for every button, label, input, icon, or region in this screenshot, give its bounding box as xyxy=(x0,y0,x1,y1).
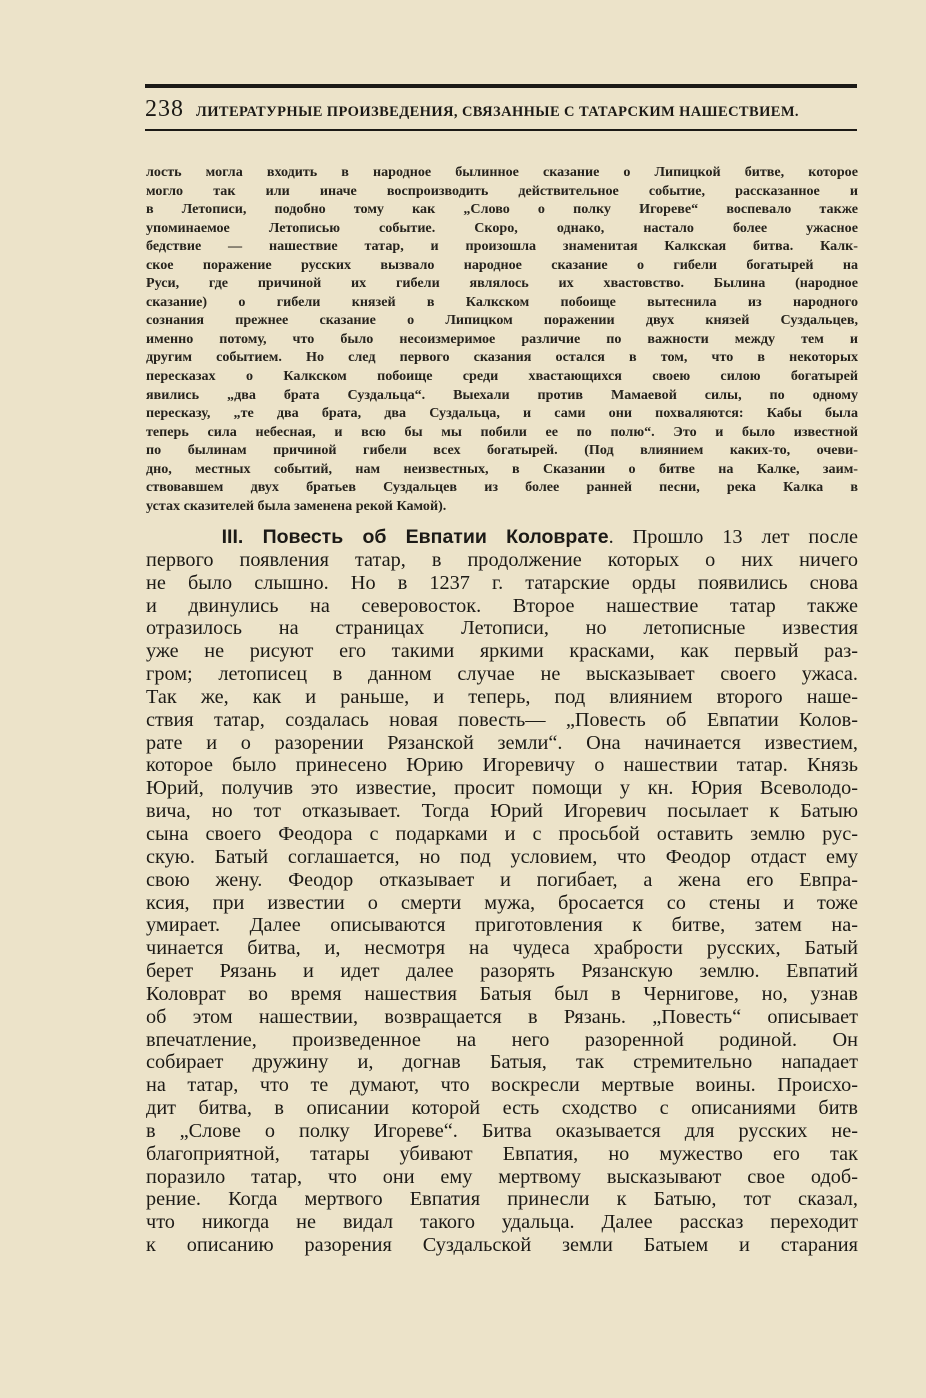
text-line: лость могла входить в народное былинное сказание о Липицкой битве, которое xyxy=(146,164,858,180)
text-line: пересказах о Калкском побоище среди хвастающихся своею силою богатырей xyxy=(146,368,858,385)
text-line: ствия татар, создалась новая повесть— „Повесть об Евпатии Колов- xyxy=(146,708,858,731)
text-line: и двинулись на северовосток. Второе нашествие татар также xyxy=(146,594,858,617)
text-line: уже не рисуют его такими яркими красками, как первый раз- xyxy=(146,640,858,663)
text-line: которое было принесено Юрию Игоревичу о нашествии татар. Князь xyxy=(146,754,858,777)
text-line: свою жену. Феодор отказывает и погибает, а жена его Евпра- xyxy=(146,868,858,891)
text-line: умирает. Далее описываются приготовления к битве, затем на- xyxy=(146,914,858,937)
text-line: рение. Когда мертвого Евпатия принесли к Батыю, тот сказал, xyxy=(146,1188,858,1211)
text-line: сказание) о гибели князей в Калкском побоище вытеснила из народного xyxy=(146,293,858,310)
text-line: другим событием. Но след первого сказания остался в том, что в некоторых xyxy=(146,349,858,366)
header-rule-bottom xyxy=(145,129,857,131)
page-number: 238 xyxy=(145,96,184,122)
text-line: отразилось на страницах Летописи, но летописные известия xyxy=(146,617,858,640)
text-line: упоминаемое Летописью событие. Скоро, однако, настало более ужасное xyxy=(146,219,858,236)
text-line: первого появления татар, в продолжение которых о них ничего xyxy=(146,548,858,571)
text-line: в „Слове о полку Игореве“. Битва оказывается для русских не- xyxy=(146,1119,858,1142)
text-line: об этом нашествии, возвращается в Рязань. „Повесть“ описывает xyxy=(146,1005,858,1028)
text-line: впечатление, произведенное на него разоренной родиной. Он xyxy=(146,1028,858,1051)
text-line: собирает дружину и, догнав Батыя, так стремительно нападает xyxy=(146,1051,858,1074)
text-line: сына своего Феодора с подарками и с просьбой оставить землю рус- xyxy=(146,822,858,845)
text-line: Руси, где причиной их гибели являлось их хвастовство. Былина (народное xyxy=(146,275,858,292)
text-line: что никогда не видал такого удальца. Далее рассказ переходит xyxy=(146,1211,858,1234)
text-line: ствовавшем двух братьев Суздальцев из более ранней песни, река Калка в xyxy=(146,479,858,496)
text-line: Коловрат во время нашествия Батыя был в Чернигове, но, узнав xyxy=(146,982,858,1005)
text-line: устах сказителей была заменена рекой Камой). xyxy=(146,497,447,514)
text-line: пересказу, „те два брата, два Суздальца, и сами они похваляются: Кабы была xyxy=(146,405,858,422)
text-line: дно, местных событий, нам неизвестных, в Сказании о битве на Калке, заим- xyxy=(146,460,858,477)
header-rule-top xyxy=(145,84,857,88)
text-line: рате и о разорении Рязанской земли“. Она начинается известием, xyxy=(146,731,858,754)
text-line: поразило татар, что они ему мертвому высказывают свое одоб- xyxy=(146,1165,858,1188)
text-line: могло так или иначе воспроизводить действительное событие, рассказанное и xyxy=(146,182,858,199)
text-line: по былинам причиной гибели всех богатырей. (Под влиянием каких-то, очеви- xyxy=(146,442,858,459)
text-line: бедствие — нашествие татар, и произошла знаменитая Калкская битва. Калк- xyxy=(146,238,858,255)
section-heading: III. Повесть об Евпатии Коловрате xyxy=(221,526,609,548)
text-line: не было слышно. Но в 1237 г. татарские орды появились снова xyxy=(146,571,858,594)
text-line: чинается битва, и, несмотря на чудеса храбрости русских, Батый xyxy=(146,937,858,960)
text-line: скую. Батый соглашается, но под условием, что Феодор отдаст ему xyxy=(146,845,858,868)
text-line: вича, но тот отказывает. Тогда Юрий Игоревич посылает к Батыю xyxy=(146,800,858,823)
text-line: Так же, как и раньше, и теперь, под влиянием второго наше- xyxy=(146,685,858,708)
text-line: берет Рязань и идет далее разорять Рязанскую землю. Евпатий xyxy=(146,960,858,983)
text-line: дит битва, в описании которой есть сходство с описаниями битв xyxy=(146,1097,858,1120)
text-line: гром; летописец в данном случае не высказывает своего ужаса. xyxy=(146,663,858,686)
running-title: ЛИТЕРАТУРНЫЕ ПРОИЗВЕДЕНИЯ, СВЯЗАННЫЕ С ТАТАРСКИМ НАШЕСТВИЕМ. xyxy=(196,104,799,120)
text-line: ксия, при известии о смерти мужа, бросается со стены и тоже xyxy=(146,891,858,914)
section-body xyxy=(146,526,858,1257)
text-line: благоприятной, татары убивают Евпатия, но мужество его так xyxy=(146,1142,858,1165)
text-line: именно потому, что было несоизмеримое различие по важности между тем и xyxy=(146,330,858,347)
text-line: явились „два брата Суздальца“. Выехали против Мамаевой силы, по одному xyxy=(146,386,858,403)
text-line: в Летописи, подобно тому как „Слово о полку Игореве“ воспевало также xyxy=(146,201,858,218)
section-first-line xyxy=(146,526,858,549)
text-line: к описанию разорения Суздальской земли Батыем и старания xyxy=(146,1234,858,1257)
text-line: ское поражение русских вызвало народное сказание о гибели богатырей на xyxy=(146,256,858,273)
small-print-paragraph xyxy=(146,163,858,515)
text-line: Юрий, получив это известие, просит помощи у кн. Юрия Всеволодо- xyxy=(146,777,858,800)
text-line: на татар, что те думают, что воскресли мертвые воины. Происхо- xyxy=(146,1074,858,1097)
text-line: сознания прежнее сказание о Липицком поражении двух князей Суздальцев, xyxy=(146,312,858,329)
section-first-line-rest: . Прошло 13 лет после xyxy=(608,526,858,548)
running-header xyxy=(145,96,857,124)
text-line: теперь сила небесная, и всю бы мы побили ее по полю“. Это и было известной xyxy=(146,423,858,440)
